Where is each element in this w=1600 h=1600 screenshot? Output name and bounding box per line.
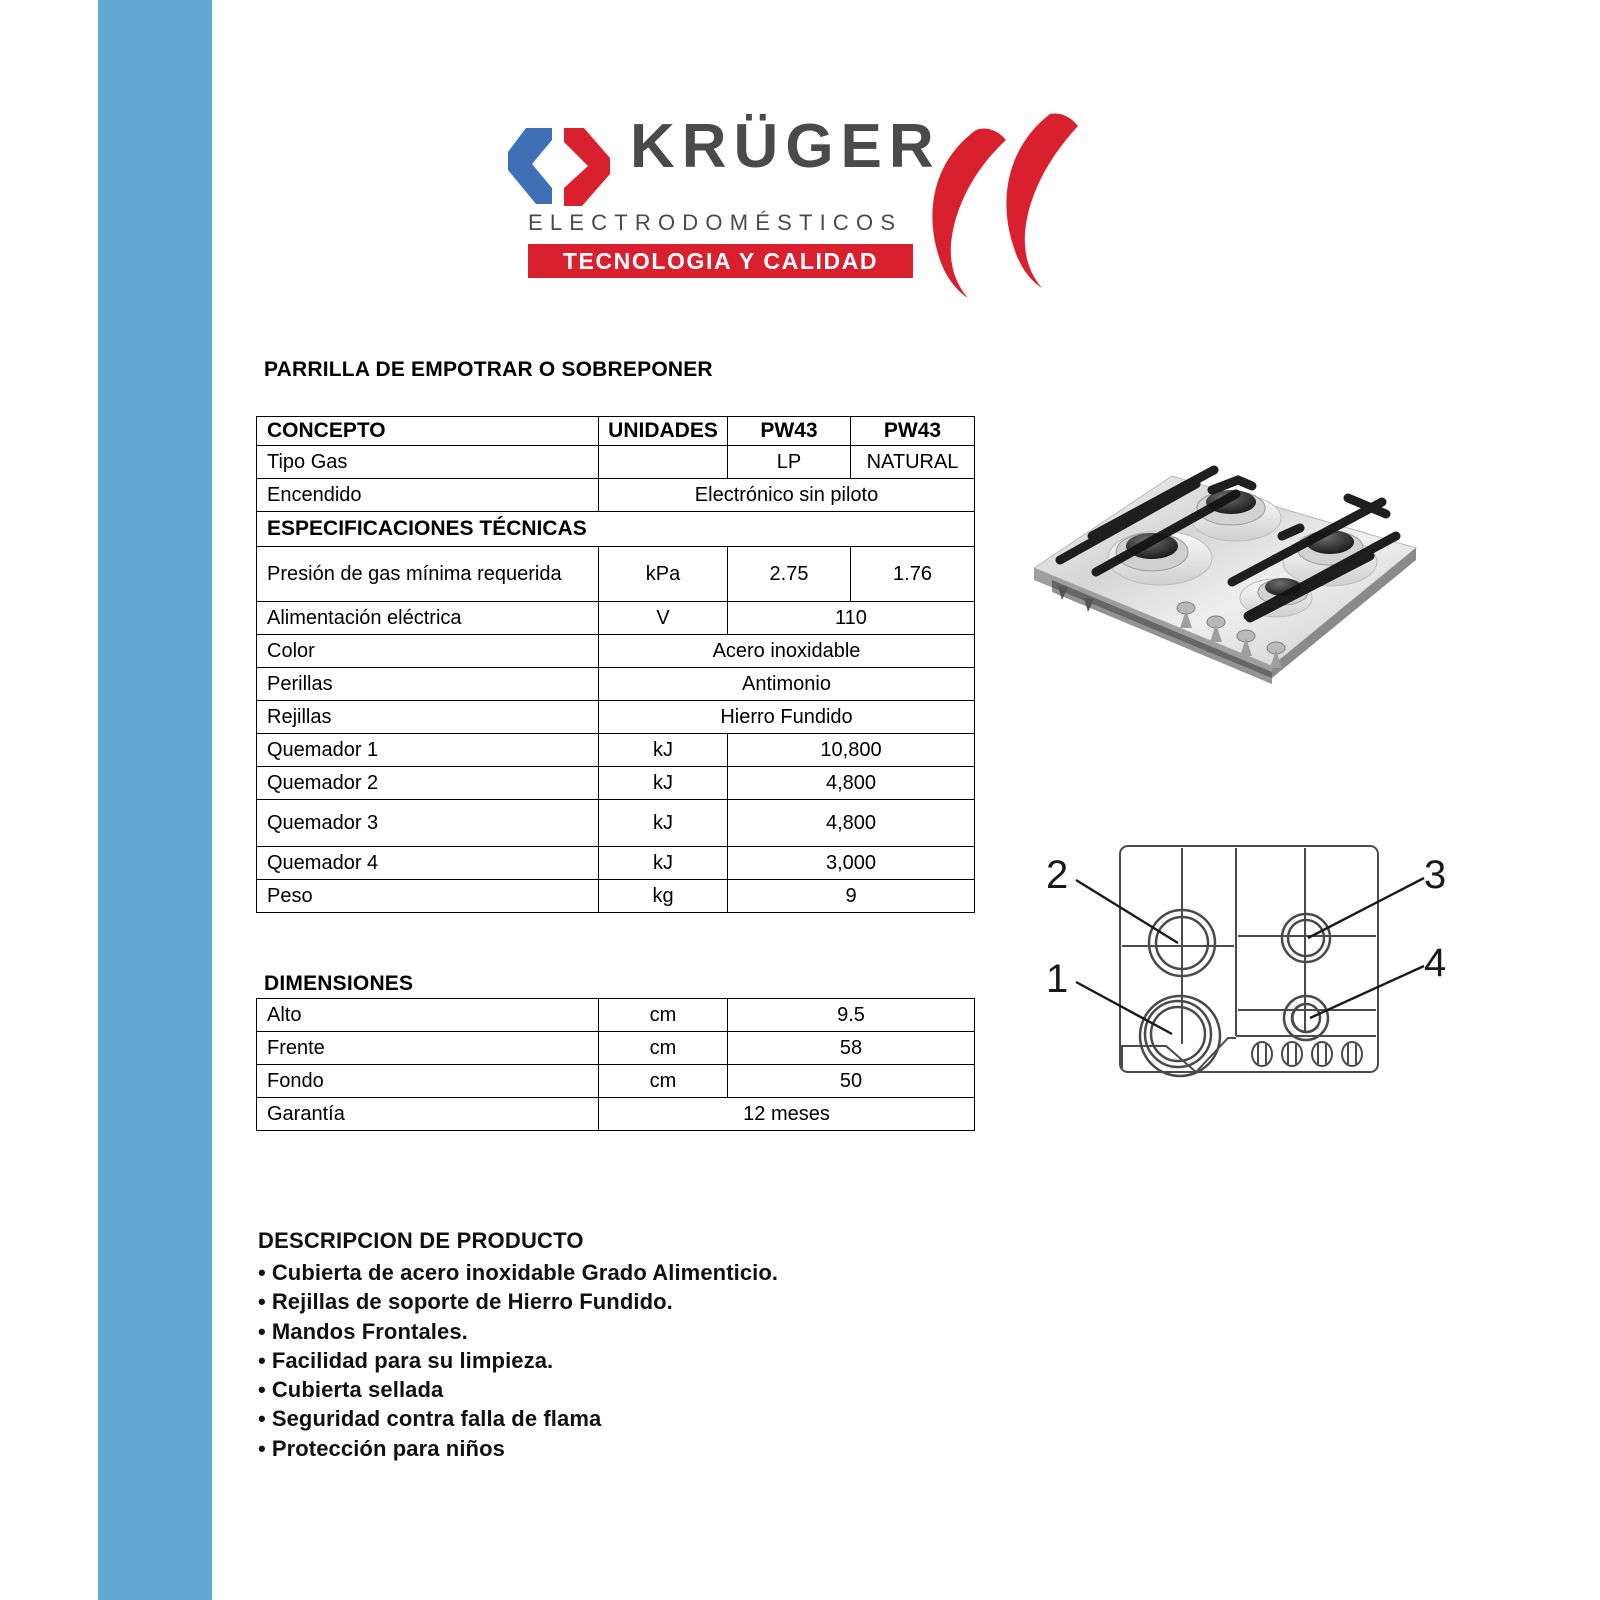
cell-concept: Peso [257, 880, 599, 913]
cell-unit: kJ [599, 767, 728, 800]
brand-tagline: TECNOLOGIA Y CALIDAD [528, 244, 913, 278]
cell-value: 58 [728, 1032, 975, 1065]
list-item-label: Mandos Frontales. [271, 1318, 468, 1344]
cell-concept: Quemador 3 [257, 800, 599, 847]
burner-label-2: 2 [1046, 853, 1069, 897]
cell-concept: Alto [257, 999, 599, 1032]
list-item [258, 1258, 1018, 1287]
cell-concept: Tipo Gas [257, 446, 599, 479]
cell-value: 110 [728, 602, 975, 635]
burner-label-3: 3 [1424, 853, 1447, 897]
table-row [257, 602, 975, 635]
cell-section-title: ESPECIFICACIONES TÉCNICAS [257, 512, 975, 547]
product-description-block [258, 1228, 1018, 1463]
kruger-chevron-mark-icon [506, 126, 626, 208]
list-item [258, 1375, 1018, 1404]
col-header-model-lp: PW43 [728, 417, 851, 446]
cell-concept: Encendido [257, 479, 599, 512]
cell-unit: cm [599, 1032, 728, 1065]
cell-concept: Alimentación eléctrica [257, 602, 599, 635]
cell-unit [599, 446, 728, 479]
cell-unit: kJ [599, 800, 728, 847]
burner-layout-diagram [1000, 810, 1450, 1095]
cell-unit: kJ [599, 734, 728, 767]
table-header-row [257, 417, 975, 446]
list-item [258, 1434, 1018, 1463]
dimensions-heading: DIMENSIONES [264, 972, 414, 995]
cell-value-lp: 2.75 [728, 547, 851, 602]
list-item-label: Cubierta sellada [271, 1377, 444, 1402]
page-title: PARRILLA DE EMPOTRAR O SOBREPONER [264, 358, 713, 381]
list-item-label: Facilidad para su limpieza. [271, 1347, 554, 1373]
bullet-icon: • [258, 1406, 266, 1432]
cell-concept: Quemador 4 [257, 847, 599, 880]
table-row [257, 734, 975, 767]
list-item [258, 1404, 1018, 1433]
cell-value: Antimonio [599, 668, 975, 701]
cell-concept: Color [257, 635, 599, 668]
table-row [257, 479, 975, 512]
technical-specifications-table [256, 416, 975, 913]
bullet-icon: • [258, 1318, 266, 1344]
list-item-label: Protección para niños [271, 1435, 505, 1461]
bullet-icon: • [258, 1347, 266, 1373]
description-list [258, 1258, 1018, 1463]
cell-unit: cm [599, 999, 728, 1032]
col-header-concepto: CONCEPTO [257, 417, 599, 446]
cell-concept: Rejillas [257, 701, 599, 734]
table-row [257, 547, 975, 602]
table-row [257, 668, 975, 701]
cell-value: 9 [728, 880, 975, 913]
cell-value-natural: NATURAL [851, 446, 975, 479]
dimensions-table [256, 998, 975, 1131]
burner-label-1: 1 [1046, 957, 1069, 1001]
table-row [257, 1032, 975, 1065]
cell-value-lp: LP [728, 446, 851, 479]
list-item [258, 1317, 1018, 1346]
list-item-label: Seguridad contra falla de flama [271, 1406, 602, 1432]
left-blue-accent-bar [98, 0, 212, 1600]
product-photo-cooktop [1000, 440, 1420, 690]
col-header-unidades: UNIDADES [599, 417, 728, 446]
cell-concept: Perillas [257, 668, 599, 701]
list-item [258, 1287, 1018, 1316]
table-row [257, 847, 975, 880]
burner-label-4: 4 [1424, 941, 1447, 985]
table-row [257, 880, 975, 913]
cell-unit: kg [599, 880, 728, 913]
cell-value: 4,800 [728, 767, 975, 800]
list-item [258, 1346, 1018, 1375]
cell-value: 4,800 [728, 800, 975, 847]
cell-unit: kJ [599, 847, 728, 880]
cell-concept: Presión de gas mínima requerida [257, 547, 599, 602]
cell-value: 12 meses [599, 1098, 975, 1131]
list-item-label: Cubierta de acero inoxidable Grado Alimenticio. [271, 1260, 779, 1285]
cell-value: Electrónico sin piloto [599, 479, 975, 512]
table-row [257, 999, 975, 1032]
bullet-icon: • [258, 1377, 266, 1402]
flame-swoosh-icon [902, 110, 1082, 302]
cell-concept: Quemador 1 [257, 734, 599, 767]
table-row [257, 635, 975, 668]
table-row [257, 1065, 975, 1098]
cell-value: Acero inoxidable [599, 635, 975, 668]
list-item-label: Rejillas de soporte de Hierro Fundido. [271, 1289, 673, 1315]
cell-value-natural: 1.76 [851, 547, 975, 602]
bullet-icon: • [258, 1289, 266, 1315]
cell-value: Hierro Fundido [599, 701, 975, 734]
cell-concept: Garantía [257, 1098, 599, 1131]
brand-wordmark: KRÜGER [630, 112, 941, 181]
cell-unit: V [599, 602, 728, 635]
table-row [257, 1098, 975, 1131]
table-row [257, 800, 975, 847]
cell-concept: Fondo [257, 1065, 599, 1098]
table-section-row [257, 512, 975, 547]
cell-value: 9.5 [728, 999, 975, 1032]
cell-value: 50 [728, 1065, 975, 1098]
table-row [257, 767, 975, 800]
description-heading: DESCRIPCION DE PRODUCTO [258, 1228, 584, 1253]
cell-concept: Quemador 2 [257, 767, 599, 800]
cell-unit: cm [599, 1065, 728, 1098]
cell-value: 10,800 [728, 734, 975, 767]
knob-row [1252, 1042, 1362, 1066]
cell-concept: Frente [257, 1032, 599, 1065]
cell-unit: kPa [599, 547, 728, 602]
table-row [257, 701, 975, 734]
table-row [257, 446, 975, 479]
col-header-model-natural: PW43 [851, 417, 975, 446]
brand-logo [498, 108, 1078, 308]
brand-subtitle: ELECTRODOMÉSTICOS [528, 210, 903, 235]
bullet-icon: • [258, 1435, 266, 1461]
bullet-icon: • [258, 1260, 266, 1285]
cell-value: 3,000 [728, 847, 975, 880]
